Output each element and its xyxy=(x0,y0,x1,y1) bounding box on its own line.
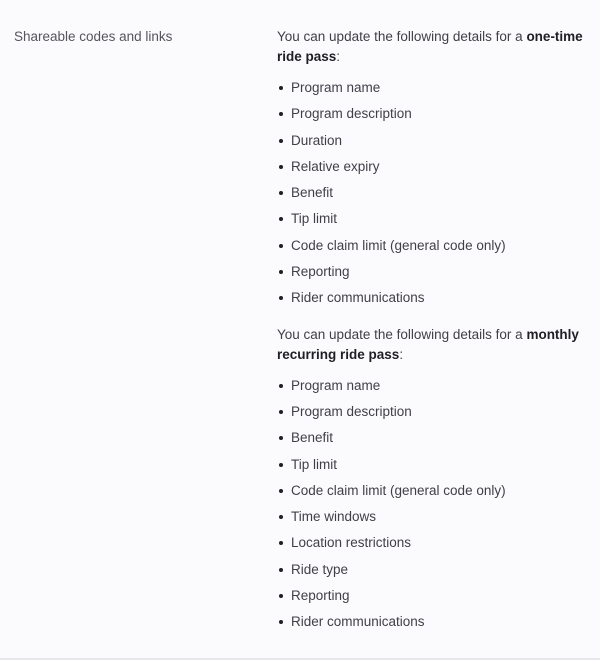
list-item: Ride type xyxy=(277,560,595,586)
list-item: Benefit xyxy=(277,428,595,454)
row-label: Shareable codes and links xyxy=(14,29,173,44)
row-content xyxy=(277,27,595,649)
list-item: Program name xyxy=(277,376,595,402)
list-item: Program name xyxy=(277,78,595,104)
list-item: Relative expiry xyxy=(277,157,595,183)
list-item: Location restrictions xyxy=(277,533,595,559)
one-time-pass-list xyxy=(277,78,595,315)
monthly-pass-intro xyxy=(277,325,595,365)
intro-suffix: : xyxy=(399,346,404,362)
list-item: Tip limit xyxy=(277,455,595,481)
list-item: Reporting xyxy=(277,262,595,288)
list-item: Program description xyxy=(277,402,595,428)
monthly-pass-list xyxy=(277,376,595,639)
intro-text: You can update the following details for a xyxy=(277,326,527,342)
list-item: Program description xyxy=(277,104,595,130)
intro-text: You can update the following details for a xyxy=(277,29,527,44)
list-item: Rider communications xyxy=(277,288,595,314)
one-time-pass-intro xyxy=(277,27,595,67)
list-item: Rider communications xyxy=(277,612,595,638)
list-item: Reporting xyxy=(277,586,595,612)
list-item: Benefit xyxy=(277,183,595,209)
intro-suffix: : xyxy=(336,49,341,64)
list-item: Code claim limit (general code only) xyxy=(277,236,595,262)
intro-bold: one-time ride pass xyxy=(277,29,583,64)
intro-bold: monthly recurring ride pass xyxy=(277,326,579,362)
list-item: Time windows xyxy=(277,507,595,533)
list-item: Code claim limit (general code only) xyxy=(277,481,595,507)
list-item: Duration xyxy=(277,131,595,157)
list-item: Tip limit xyxy=(277,209,595,235)
